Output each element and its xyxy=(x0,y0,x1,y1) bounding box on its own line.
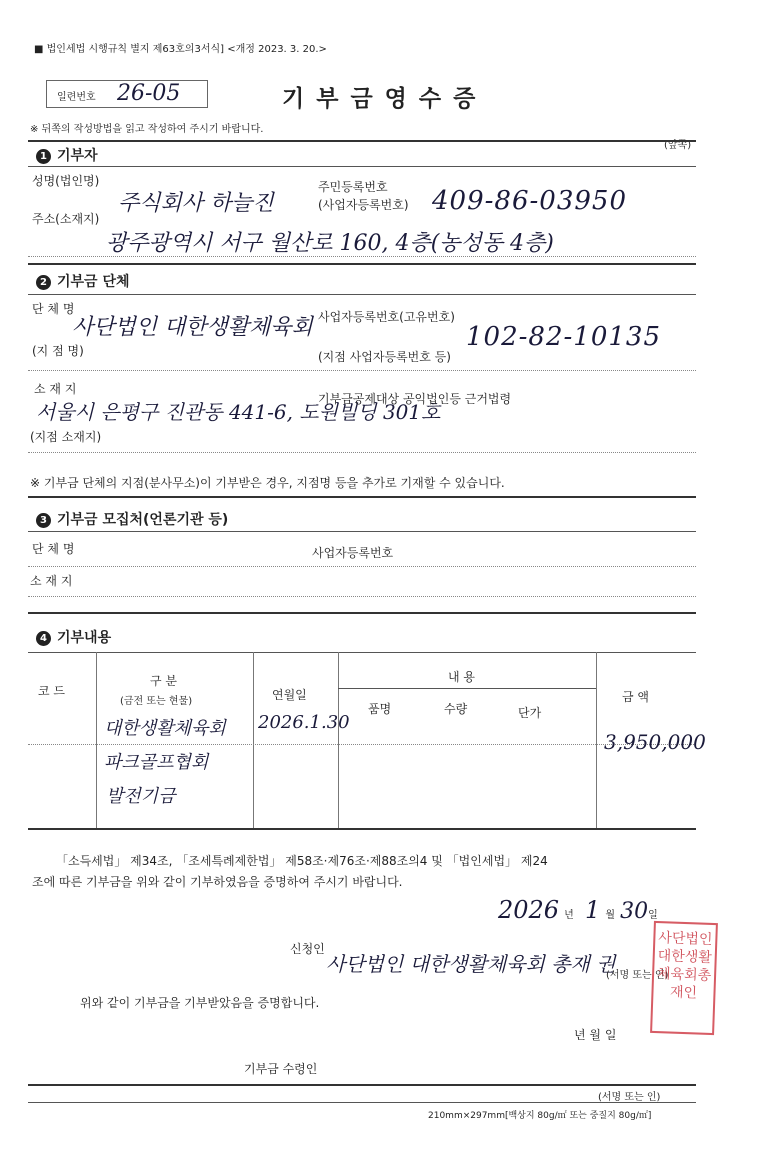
applicant-sign-note: (서명 또는 인) xyxy=(606,970,669,981)
collector-name-label: 단 체 명 xyxy=(32,542,75,556)
table-bottom-rule xyxy=(28,828,696,830)
row-type-line1: 대한생활체육회 xyxy=(104,718,226,739)
page-side-label: (앞쪽) xyxy=(664,140,692,151)
date-month: 1 xyxy=(584,896,601,924)
col-qty-header: 수량 xyxy=(444,702,468,716)
collector-section-title: 3 기부금 모집처(언론기관 등) xyxy=(36,509,228,529)
form-reference: ■ 법인세법 시행규칙 별지 제63호의3서식] <개정 2023. 3. 20.> xyxy=(34,44,327,55)
section-number-2: 2 xyxy=(36,275,51,290)
received-text: 위와 같이 기부금을 기부받았음을 증명합니다. xyxy=(80,996,320,1010)
divider xyxy=(28,452,696,453)
received-date: 년 월 일 xyxy=(574,1028,617,1042)
footer-rule xyxy=(28,1102,696,1103)
table-col-divider xyxy=(253,652,254,830)
recipient-sign-note: (서명 또는 인) xyxy=(598,1092,661,1103)
bottom-rule xyxy=(28,1084,696,1086)
page-title: 기 부 금 영 수 증 xyxy=(282,86,478,112)
certify-date: 2026 년 1 월 30일 xyxy=(498,896,658,924)
row-type-line2: 파크골프협회 xyxy=(104,752,209,773)
official-seal: 사단법인대한생활체육회총재인 xyxy=(650,921,718,1035)
org-branch-label: (지 점 명) xyxy=(32,344,84,358)
col-item-header: 품명 xyxy=(368,702,392,716)
col-unit-header: 단가 xyxy=(518,706,542,720)
row-type-line3: 발전기금 xyxy=(106,786,176,807)
org-location-label: 소 재 지 xyxy=(34,382,77,396)
table-header-rule xyxy=(28,744,696,745)
divider xyxy=(28,294,696,295)
col-amount-header: 금 액 xyxy=(622,690,649,704)
section-rule xyxy=(28,496,696,498)
applicant-label: 신청인 xyxy=(290,942,325,956)
org-branch-biz-label: (지점 사업자등록번호 등) xyxy=(318,350,451,364)
org-biz-label: 사업자등록번호(고유번호) xyxy=(318,310,455,324)
table-col-divider xyxy=(338,652,339,830)
donor-address-label: 주소(소재지) xyxy=(32,212,100,226)
org-name-label: 단 체 명 xyxy=(32,302,75,316)
org-biz-value: 102-82-10135 xyxy=(466,322,661,352)
org-name-value: 사단법인 대한생활체육회 xyxy=(72,315,313,340)
divider xyxy=(28,596,696,597)
donor-name-value: 주식회사 하늘진 xyxy=(118,191,274,216)
col-detail-header: 내 용 xyxy=(448,670,475,684)
divider xyxy=(28,256,696,257)
col-type-header: 구 분 xyxy=(150,674,177,688)
certify-text-line1: 「소득세법」 제34조, 「조세특례제한법」 제58조·제76조·제88조의4 및 「법인세법」 제24 xyxy=(56,854,548,868)
date-day: 30 xyxy=(620,899,649,924)
row-date: 2026.1.30 xyxy=(258,712,350,733)
collector-location-label: 소 재 지 xyxy=(30,574,73,588)
instruction-note: ※ 뒤쪽의 작성방법을 읽고 작성하여 주시기 바랍니다. xyxy=(30,124,264,135)
donor-address-value: 광주광역시 서구 월산로 160, 4층(농성동 4층) xyxy=(106,231,554,256)
table-col-divider xyxy=(96,652,97,830)
serial-label: 일련번호 xyxy=(57,92,96,103)
divider xyxy=(28,166,696,167)
collector-biz-label: 사업자등록번호 xyxy=(312,546,394,560)
date-year: 2026 xyxy=(498,896,560,924)
org-branch-location-label: (지점 소재지) xyxy=(30,430,102,444)
serial-box xyxy=(46,80,208,108)
applicant-value: 사단법인 대한생활체육회 총재 권 xyxy=(326,952,616,976)
donor-section-title: 1 기부자 xyxy=(36,145,98,165)
donor-reg-label-2: (사업자등록번호) xyxy=(318,198,409,212)
certify-text-line2: 조에 따른 기부금을 위와 같이 기부하였음을 증명하여 주시기 바랍니다. xyxy=(32,875,403,889)
org-location-value: 서울시 은평구 진관동 441-6, 도원빌딩 301호 xyxy=(36,400,441,424)
org-footnote: ※ 기부금 단체의 지점(분사무소)이 기부받은 경우, 지점명 등을 추가로 기재할 수 있습니다. xyxy=(30,476,505,490)
top-rule xyxy=(28,140,696,142)
donor-reg-label-1: 주민등록번호 xyxy=(318,180,388,194)
divider xyxy=(28,531,696,532)
row-amount: 3,950,000 xyxy=(604,730,706,754)
divider xyxy=(28,566,696,567)
org-law-label: 기부금공제대상 공익법인등 근거법령 xyxy=(318,392,512,406)
recipient-label: 기부금 수령인 xyxy=(244,1062,318,1076)
content-section-title: 4 기부내용 xyxy=(36,627,111,647)
col-type-subheader: (금전 또는 현물) xyxy=(120,696,193,707)
section-number-3: 3 xyxy=(36,513,51,528)
section-number-1: 1 xyxy=(36,149,51,164)
table-subheader-rule xyxy=(338,688,596,689)
table-col-divider xyxy=(596,652,597,830)
section-rule xyxy=(28,612,696,614)
donor-reg-value: 409-86-03950 xyxy=(432,186,627,216)
org-section-title: 2 기부금 단체 xyxy=(36,271,130,291)
section-rule xyxy=(28,263,696,265)
serial-value: 26-05 xyxy=(117,81,181,106)
col-code-header: 코 드 xyxy=(38,684,65,698)
section-number-4: 4 xyxy=(36,631,51,646)
col-date-header: 연월일 xyxy=(272,688,307,702)
divider xyxy=(28,370,696,371)
donor-name-label: 성명(법인명) xyxy=(32,174,100,188)
paper-spec: 210mm×297mm[백상지 80g/㎡ 또는 중질지 80g/㎡] xyxy=(428,1111,652,1121)
